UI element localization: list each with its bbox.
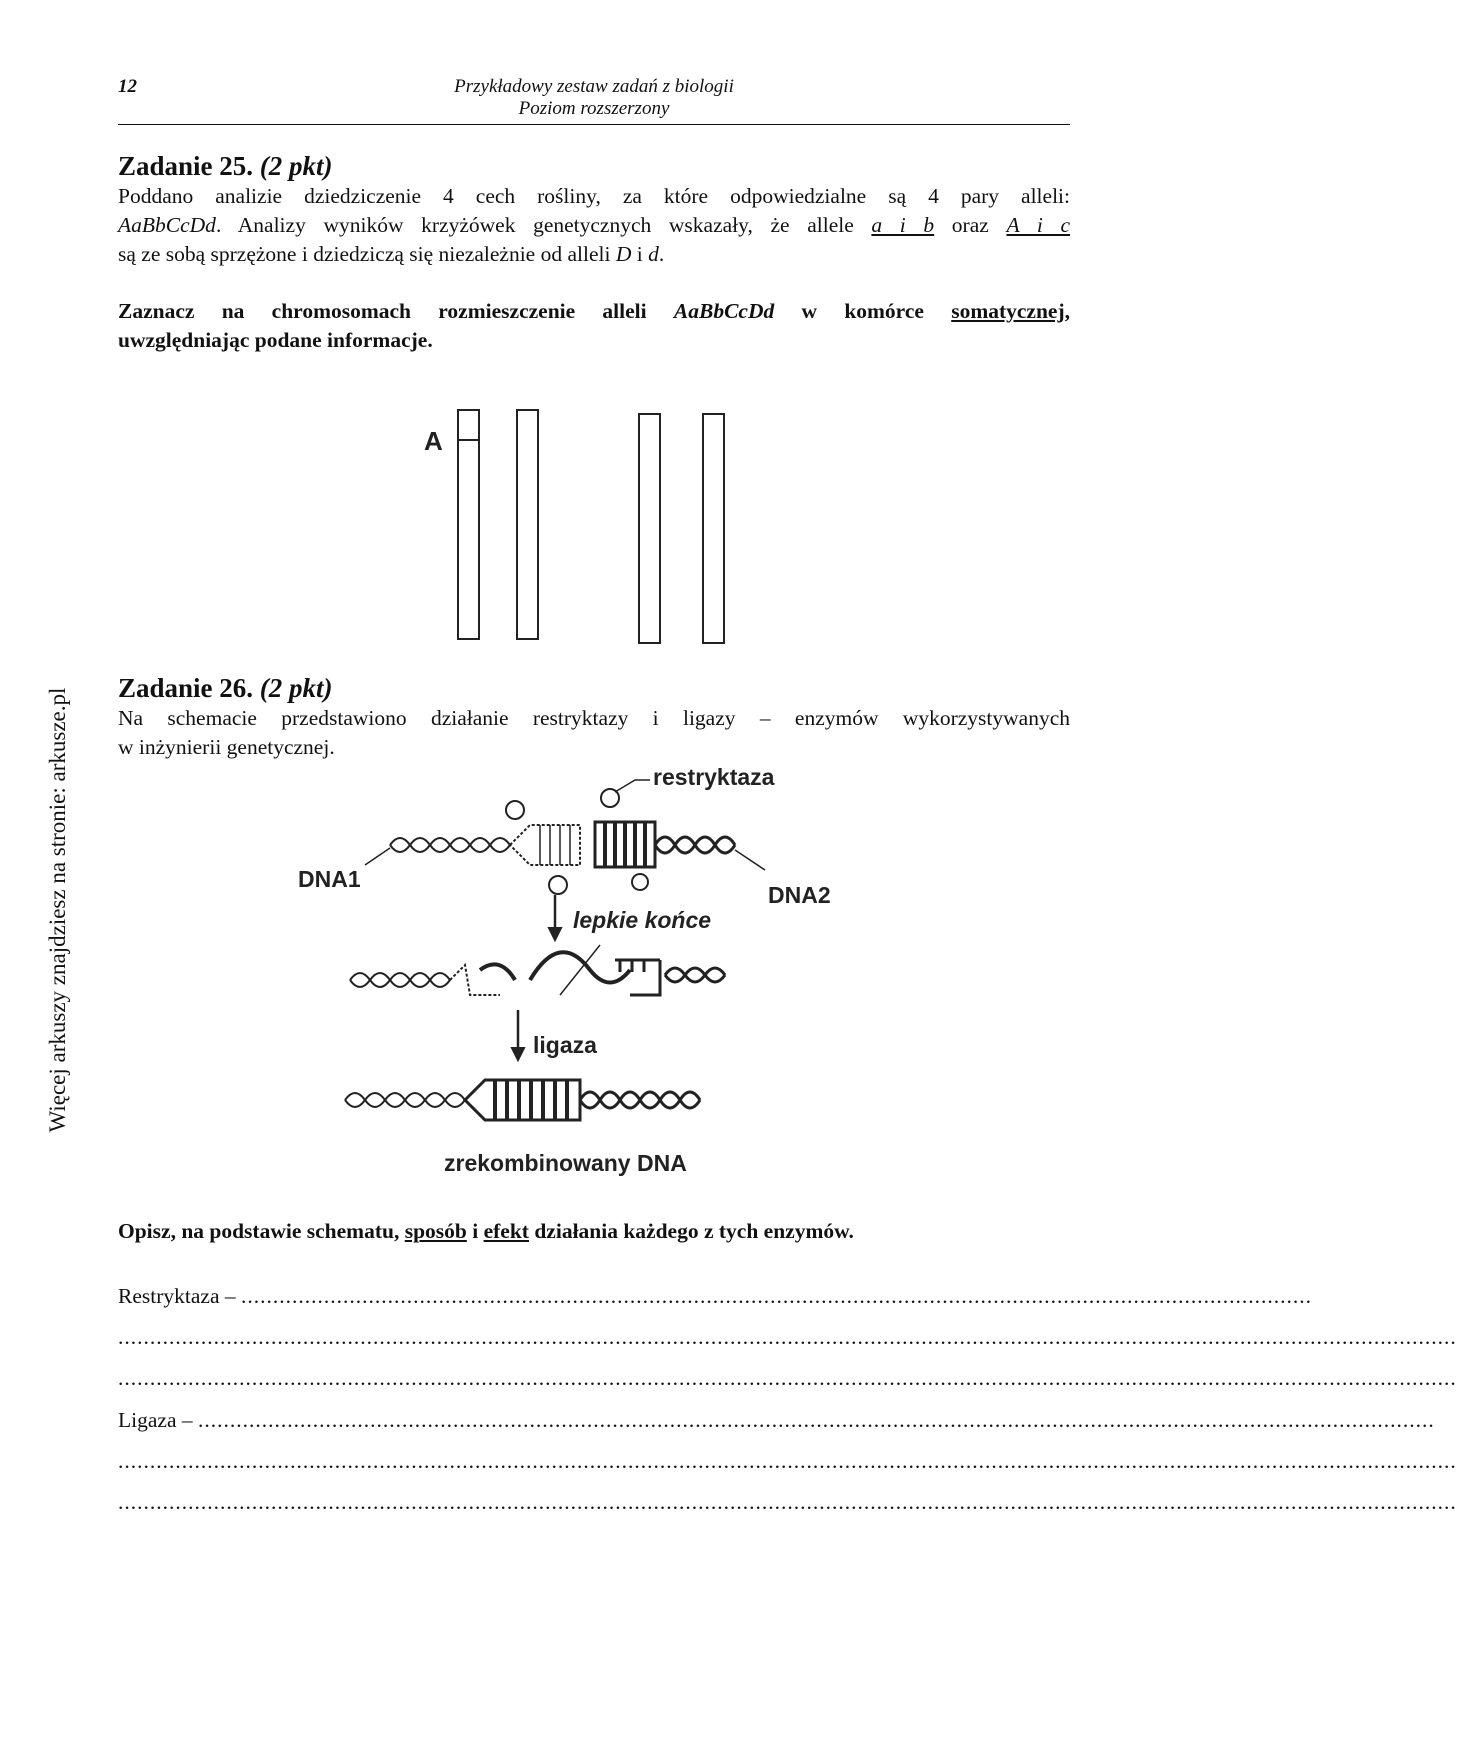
side-note-text: Więcej arkuszy znajdziesz na stronie: arkusze.pl: [45, 687, 70, 1133]
label-dna1: DNA1: [298, 866, 361, 892]
task25-line3-i: i: [631, 242, 649, 266]
dna1-pointer: [365, 848, 390, 865]
answer-label-ligaza: Ligaza –: [118, 1408, 198, 1432]
instr26-pre: Opisz, na podstawie schematu,: [118, 1219, 405, 1243]
page-number: 12: [118, 76, 137, 97]
task26-instruction: [118, 1217, 1070, 1246]
task26-line1: Na schemacie przedstawiono działanie restryktazy i ligazy – enzymów wykorzystywanych: [118, 706, 1070, 730]
task26-title: [118, 672, 1070, 704]
instr26-efekt: efekt: [483, 1219, 529, 1243]
allele-d: d: [648, 242, 659, 266]
allele-a-label: A: [424, 426, 443, 456]
genotype: AaBbCcDd: [118, 213, 216, 237]
alleles-ac: A i c: [1006, 213, 1070, 237]
answer-label-restryktaza: Restryktaza –: [118, 1284, 241, 1308]
instr26-i: i: [466, 1219, 484, 1243]
task25-line3-end: .: [658, 242, 665, 266]
arrow-1-head: [549, 928, 561, 940]
instr-mid: w komórce: [774, 299, 952, 323]
dna2-pointer: [735, 850, 765, 870]
label-dna2: DNA2: [768, 882, 831, 908]
instr-somatic: somatycznej: [951, 299, 1065, 323]
dna1-helix: [390, 825, 580, 865]
restriction-enzyme-icon-4: [632, 874, 648, 890]
task25-instr-line2: uwzględniając podane informacje.: [118, 328, 433, 352]
task25-instr-line1: [118, 297, 1070, 326]
alleles-ab: a i b: [871, 213, 935, 237]
answer-line-2[interactable]: ..................................................................................................................................................................................................................: [118, 1325, 1457, 1349]
instr-comma: ,: [1064, 299, 1071, 323]
restriction-ligation-diagram: [290, 764, 890, 1190]
header-rule: [118, 124, 1070, 125]
header-level: Poziom rozszerzony: [518, 98, 670, 119]
chromosome-diagram: [410, 400, 740, 650]
arrow-2-head: [512, 1048, 524, 1060]
instr-text: Zaznacz na chromosomach rozmieszczenie alleli: [118, 299, 674, 323]
label-ligaza: ligaza: [533, 1032, 597, 1058]
task25-instruction: [118, 297, 1070, 355]
task25-line2-text: . Analizy wyników krzyżówek genetycznych wskazały, że allele: [215, 213, 872, 237]
task25-line1: Poddano analizie dziedziczenie 4 cech rośliny, za które odpowiedzialne są 4 pary alleli:: [118, 184, 1070, 208]
restryktaza-pointer: [615, 780, 650, 792]
allele-D: D: [615, 242, 632, 266]
restriction-enzyme-icon: [506, 801, 524, 819]
dna2-helix: [595, 822, 735, 867]
task25-title-text: Zadanie 25.: [118, 151, 254, 181]
label-restryktaza: restryktaza: [653, 764, 775, 790]
chromosome-4[interactable]: [703, 414, 724, 643]
label-recombinant: zrekombinowany DNA: [444, 1150, 687, 1176]
header-title: Przykładowy zestaw zadań z biologii: [454, 76, 734, 97]
instr26-post: działania każdego z tych enzymów.: [528, 1219, 854, 1243]
chromosome-2[interactable]: [517, 410, 538, 639]
answer-line-5[interactable]: ..................................................................................................................................................................................................................: [118, 1449, 1457, 1473]
page-header: [118, 76, 1070, 120]
task25: [118, 150, 1070, 269]
recombinant-dna: [345, 1080, 700, 1120]
task26-title-text: Zadanie 26.: [118, 673, 254, 703]
task26: [118, 672, 1070, 762]
restriction-enzyme-icon-3: [549, 876, 567, 894]
instr26-sposob: sposób: [404, 1219, 467, 1243]
label-lepkie-konce: lepkie końce: [573, 907, 712, 933]
task25-line3-text: są ze sobą sprzężone i dziedziczą się niezależnie od alleli: [118, 242, 616, 266]
task26-line2: w inżynierii genetycznej.: [118, 735, 335, 759]
chromosome-1[interactable]: [458, 410, 479, 639]
task25-line3: [118, 240, 1070, 269]
answer-line-restryktaza[interactable]: Restryktaza – ........................................................................................................................................................................: [118, 1284, 1312, 1308]
answer-line-ligaza[interactable]: Ligaza – ..................................................................................................................................................................................................: [118, 1408, 1435, 1432]
task25-line2: [118, 211, 1070, 240]
sticky-ends-row: [350, 945, 725, 995]
task25-points: (2 pkt): [259, 151, 333, 181]
task26-points: (2 pkt): [259, 673, 333, 703]
instr-genotype: AaBbCcDd: [673, 299, 775, 323]
answer-line-6[interactable]: ..................................................................................................................................................................................................................: [118, 1490, 1457, 1514]
task25-title: [118, 150, 1070, 182]
answer-line-3[interactable]: ..................................................................................................................................................................................................................: [118, 1366, 1457, 1390]
task25-oraz: oraz: [934, 213, 1007, 237]
chromosome-3[interactable]: [639, 414, 660, 643]
